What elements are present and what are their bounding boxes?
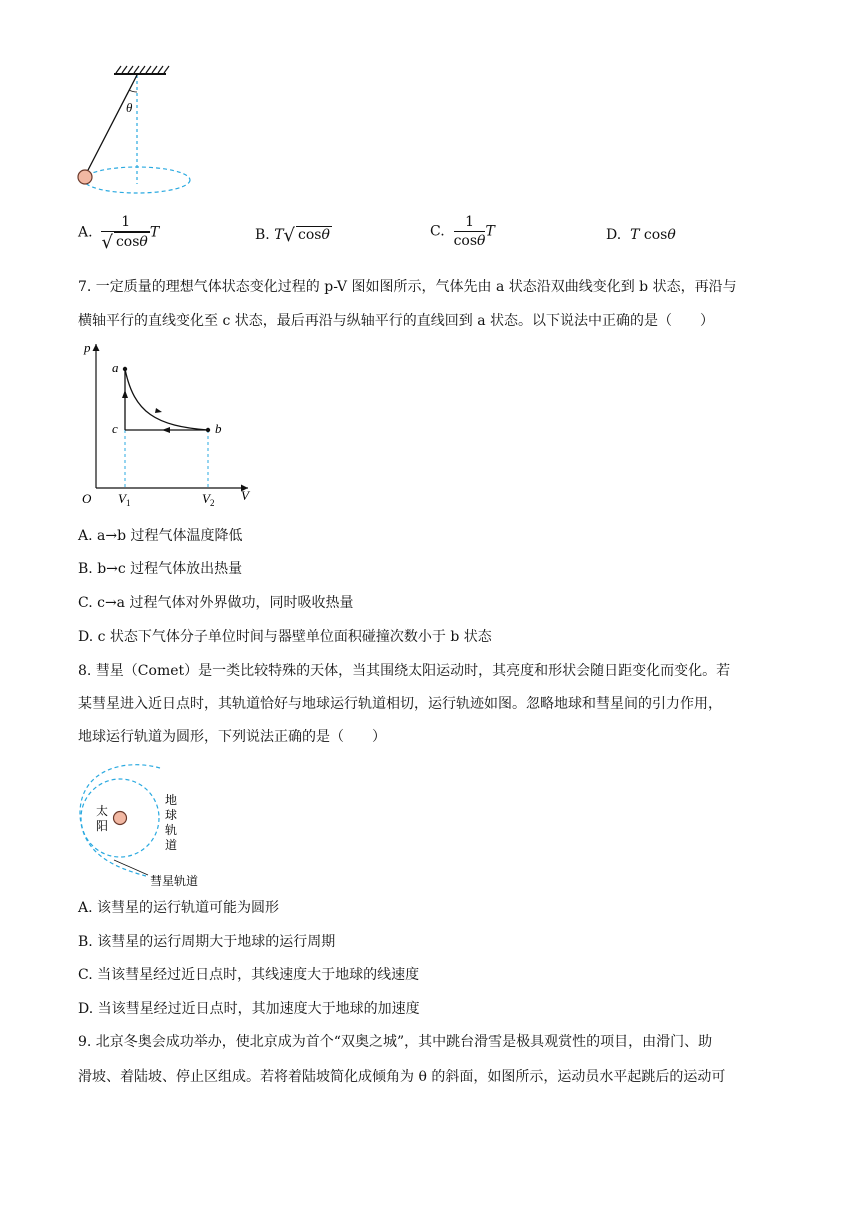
q8-stem-line3: 地球运行轨道为圆形，下列说法正确的是（ ） xyxy=(78,729,386,745)
comet-orbit-label: 彗星轨道 xyxy=(150,874,199,888)
sun-label-2: 阳 xyxy=(96,819,109,833)
v1-label: $V_1$ xyxy=(118,491,131,508)
earth-orbit-label-4: 道 xyxy=(165,838,178,852)
v2-label: $V_2$ xyxy=(202,491,215,508)
point-b-label: b xyxy=(215,421,222,436)
q8-option-b: B. 该彗星的运行周期大于地球的运行周期 xyxy=(78,934,336,950)
p-axis-label: p xyxy=(84,340,91,355)
q6-option-b: B. T√ cosθ xyxy=(255,225,330,246)
q7-option-b: B. b→c 过程气体放出热量 xyxy=(78,561,243,577)
q6-option-d: D. T cosθ xyxy=(606,227,676,243)
q7-option-a: A. a→b 过程气体温度降低 xyxy=(78,528,243,544)
origin-label: O xyxy=(82,491,92,506)
point-c-label: c xyxy=(112,421,118,436)
earth-orbit-label-2: 球 xyxy=(165,808,178,822)
q8-stem-line1: 8. 彗星（Comet）是一类比较特殊的天体，当其围绕太阳运动时，其亮度和形状会随日距变化而变化。若 xyxy=(78,663,731,679)
q7-stem-line2: 横轴平行的直线变化至 c 状态，最后再沿与纵轴平行的直线回到 a 状态。以下说法中正确的是（ ） xyxy=(78,313,714,329)
q8-option-a: A. 该彗星的运行轨道可能为圆形 xyxy=(78,900,280,916)
v-axis-label: V xyxy=(241,488,249,503)
sun-label-1: 太 xyxy=(96,804,109,818)
pv-diagram xyxy=(76,338,256,510)
q7-option-d: D. c 状态下气体分子单位时间与器壁单位面积碰撞次数小于 b 状态 xyxy=(78,629,492,645)
q9-stem-line2: 滑坡、着陆坡、停止区组成。若将着陆坡简化成倾角为 θ 的斜面，如图所示，运动员水平起跳后的运动可 xyxy=(78,1069,726,1085)
earth-orbit-label-1: 地 xyxy=(165,793,178,807)
q8-option-d: D. 当该彗星经过近日点时，其加速度大于地球的加速度 xyxy=(78,1001,420,1017)
q7-stem-line1: 7. 一定质量的理想气体状态变化过程的 p-V 图如图所示，气体先由 a 状态沿双曲线变化到 b 状态，再沿与 xyxy=(78,279,737,295)
earth-orbit-label-3: 轨 xyxy=(165,823,178,837)
conical-pendulum-figure xyxy=(70,62,200,202)
q7-option-c: C. c→a 过程气体对外界做功，同时吸收热量 xyxy=(78,595,354,611)
q9-stem-line1: 9. 北京冬奥会成功举办，使北京成为首个“双奥之城”，其中跳台滑雪是极具观赏性的项目，由滑门、助 xyxy=(78,1034,713,1050)
point-a-label: a xyxy=(112,360,119,375)
q6-option-c: C. $\frac{1}{\cos\theta}$ T xyxy=(430,214,495,249)
theta-label: θ xyxy=(126,100,133,115)
q6-option-a: A. $\frac{1}{√ \cos\theta}$ T xyxy=(78,214,160,253)
comet-orbit-figure xyxy=(74,760,234,892)
q8-option-c: C. 当该彗星经过近日点时，其线速度大于地球的线速度 xyxy=(78,967,420,983)
q8-stem-line2: 某彗星进入近日点时，其轨道恰好与地球运行轨道相切，运行轨迹如图。忽略地球和彗星间的引力作用， xyxy=(78,696,722,712)
